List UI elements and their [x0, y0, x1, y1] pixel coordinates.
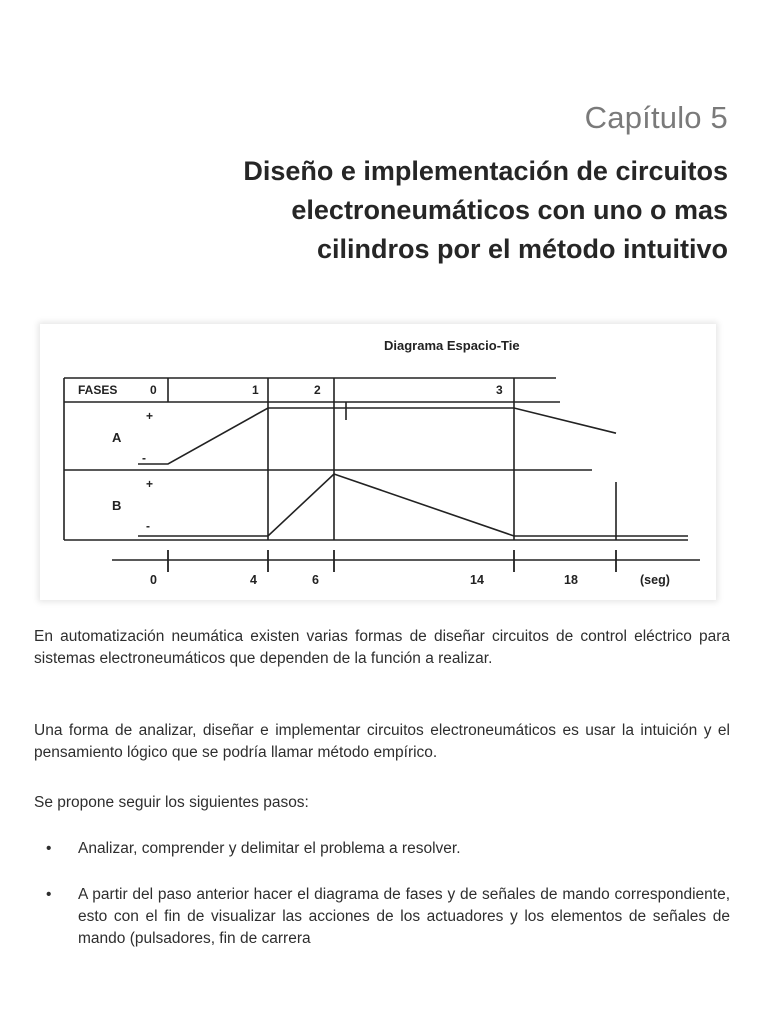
- list-item-text: A partir del paso anterior hacer el diagrama de fases y de señales de mando correspondiente, esto con el fin de visualizar las acciones de los actuadores y los elementos de señales de mando (pulsadores, fin de carrera: [78, 886, 730, 947]
- list-item-text: Analizar, comprender y delimitar el problema a resolver.: [78, 840, 461, 857]
- chapter-title: [88, 152, 728, 269]
- phases-label: FASES: [78, 383, 118, 397]
- diagram-svg: [40, 324, 716, 600]
- title-line-2: electroneumáticos con uno o mas: [291, 195, 728, 225]
- time-tick-label: 0: [150, 573, 157, 587]
- row-a-plus: +: [146, 409, 154, 423]
- title-line-1: Diseño e implementación de circuitos: [243, 156, 728, 186]
- row-b-label: B: [112, 498, 122, 513]
- time-ticks: [150, 550, 616, 587]
- row-a-label: A: [112, 430, 122, 445]
- time-tick-label: 14: [470, 573, 484, 587]
- bullet-dot: •: [46, 886, 52, 903]
- row-b-plus: +: [146, 477, 154, 491]
- series-line-b: [138, 474, 688, 536]
- paragraph-2: Una forma de analizar, diseñar e implementar circuitos electroneumáticos es usar la intuición y el pensamiento lógico que se podría llamar método empírico.: [34, 722, 730, 761]
- paragraph-1: En automatización neumática existen varias formas de diseñar circuitos de control eléctrico para sistemas electroneumáticos que dependen de la función a realizar.: [34, 628, 730, 667]
- row-a-minus: -: [142, 451, 146, 465]
- phase-number: 1: [252, 383, 259, 397]
- title-line-3: cilindros por el método intuitivo: [316, 234, 728, 264]
- time-tick-label: 18: [564, 573, 578, 587]
- space-time-diagram: [40, 324, 716, 600]
- paragraph-3: Se propone seguir los siguientes pasos:: [34, 794, 309, 811]
- bullet-dot: •: [46, 840, 52, 857]
- series-line-a: [138, 408, 616, 464]
- phase-number: 0: [150, 383, 157, 397]
- time-tick-label: 4: [250, 573, 257, 587]
- phase-number: 3: [496, 383, 503, 397]
- time-tick-label: 6: [312, 573, 319, 587]
- series-layer: [138, 408, 688, 536]
- diagram-grid: [64, 378, 688, 540]
- phase-number: 2: [314, 383, 321, 397]
- row-b-minus: -: [146, 519, 150, 533]
- chapter-label: Capítulo 5: [584, 100, 728, 135]
- time-unit: (seg): [640, 573, 670, 587]
- diagram-title: Diagrama Espacio-Tie: [384, 338, 520, 353]
